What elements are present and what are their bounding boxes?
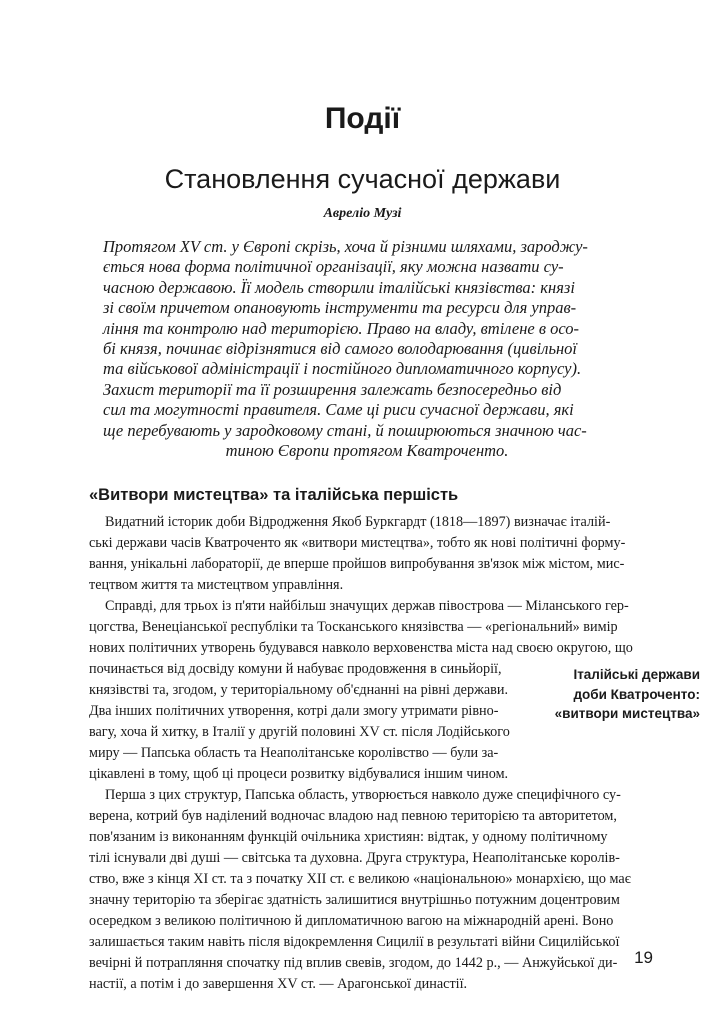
margin-note [520, 665, 700, 724]
body-line: пов'язаним із виконанням функцій очільника християн: відтак, у одному політичному [89, 829, 608, 845]
abstract-line: часною державою. Її модель створили італійські князівства: князі [103, 277, 575, 297]
body-line: тілі існували дві душі — світська та духовна. Друга структура, Неаполітанське королів- [89, 850, 620, 866]
abstract-line: ління та контролю над територією. Право на владу, втілене в осо- [103, 318, 580, 338]
margin-note-line: Італійські держави [573, 667, 700, 682]
body-line: Видатний історик доби Відродження Якоб Буркгардт (1818—1897) визначає італій- [105, 514, 611, 530]
abstract-line: Захист території та її розширення залежать безпосередньо від [103, 379, 562, 399]
body-line: Перша з цих структур, Папська область, утворюється навколо дуже специфічного су- [105, 787, 621, 803]
subheading: «Витвори мистецтва» та італійська першість [89, 486, 459, 504]
abstract-line: зі своїм причетом опановують інструменти та ресурси для управ- [103, 298, 577, 318]
body-line: залишається таким навіть після відокремлення Сицилії в результаті війни Сицилійської [89, 934, 620, 950]
abstract-line: бі князя, починає відрізнятися від самого володарювання (цивільної [103, 339, 577, 359]
margin-note-line: «витвори мистецтва» [554, 706, 700, 721]
body-line: значну територію та зберігає здатність залишитися внутрішньо потужним доцентровим [89, 892, 620, 908]
body-text [89, 512, 654, 995]
author-name: Авреліо Музі [323, 206, 402, 221]
section-title: Події [324, 102, 401, 135]
body-line: миру — Папська область та Неаполітанське королівство — були за- [89, 745, 499, 761]
abstract-line: та військової адміністрації і постійного дипломатичного корпусу). [103, 359, 582, 379]
body-line: Справді, для трьох із п'яти найбільш значущих держав півострова — Міланського гер- [105, 598, 629, 614]
body-line: нових політичних утворень будувався навколо верховенства міста над своєю округою, що [89, 640, 633, 656]
body-line: цікавлені в тому, щоб ці процеси розвитку відбувалися іншим чином. [89, 766, 509, 782]
abstract-line: ється нова форма політичної організації, яку можна назвати су- [103, 257, 564, 277]
body-line: цогства, Венеціанської республіки та Тосканського князівства — «регіональний» вимір [89, 619, 618, 635]
body-line: верена, котрий був наділений водночас владою над певною територією та авторитетом, [89, 808, 617, 824]
body-line: ські держави часів Кватроченто як «витвори мистецтва», тобто як нові політичні форму- [89, 535, 626, 551]
body-line: вання, унікальні лабораторії, де вперше пройшов випробування зв'язок між містом, мис- [89, 556, 625, 572]
abstract [103, 237, 631, 461]
page-number: 19 [634, 948, 653, 967]
body-line: князівстві та, згодом, у територіальному об'єднанні на рівні держави. [89, 682, 509, 698]
abstract-line: Протягом XV ст. у Європі скрізь, хоча й різними шляхами, зароджу- [103, 237, 588, 256]
body-line: ство, вже з кінця XI ст. та з початку XII ст. є великою «національною» монархією, що має [89, 871, 631, 887]
margin-note-line: доби Кватроченто: [573, 686, 700, 702]
abstract-line: сил та могутності правителя. Саме ці риси сучасної держави, які [103, 400, 574, 420]
body-line: вагу, хоча й хитку, в Італії у другій половині XV ст. після Лодійського [89, 724, 510, 740]
body-line: вечірні й потрапляння спочатку під вплив свевів, згодом, до 1442 р., — Анжуйської ди- [89, 955, 618, 971]
body-line: тецтвом життя та мистецтвом управління. [89, 577, 344, 593]
body-line: Два інших політичних утворення, котрі дали змогу утримати рівно- [89, 703, 499, 719]
body-line: починається від досвіду комуни й набуває продовження в синьйорії, [89, 661, 502, 677]
abstract-line: тиною Європи протягом Кватроченто. [225, 441, 509, 461]
abstract-line: ще перебувають у зародковому стані, й поширюються значною час- [103, 420, 587, 440]
article-title: Становлення сучасної держави [164, 164, 561, 194]
body-line: осередком з великою політичною й дипломатичною вагою на міжнародній арені. Воно [89, 913, 614, 929]
body-line: настії, а потім і до завершення XV ст. — Арагонської династії. [89, 976, 468, 992]
